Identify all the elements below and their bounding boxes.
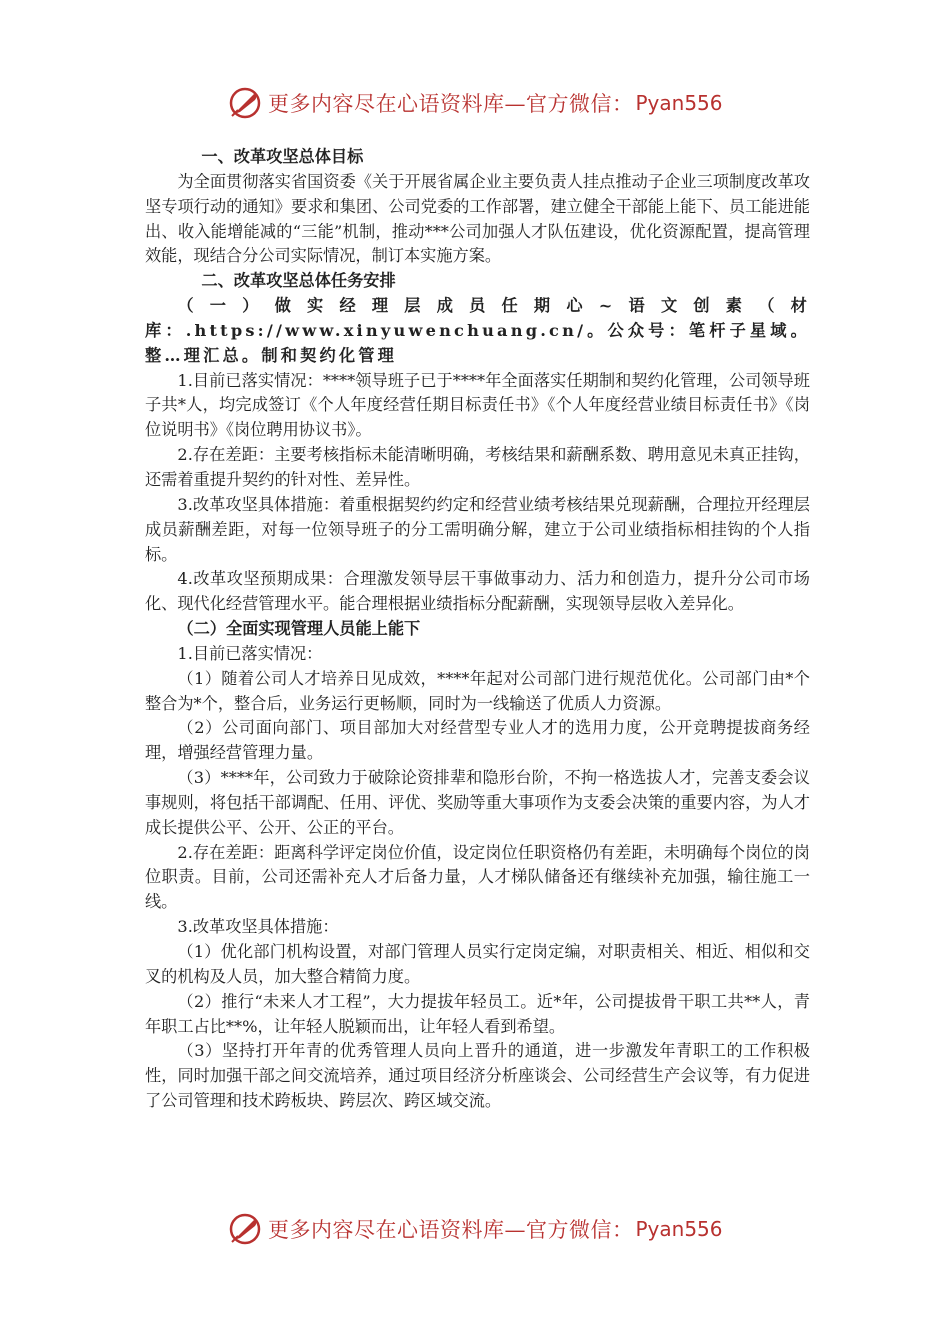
paragraph: 4.改革攻坚预期成果：合理激发领导层干事做事动力、活力和创造力，提升分公司市场化、现代化经营管理水平。能合理根据业绩指标分配薪酬，实现领导层收入差异化。 — [145, 569, 810, 614]
paragraph: （2）推行“未来人才工程”，大力提拔年轻员工。近*年，公司提拔骨干职工共**人，青年职工占比**%，让年轻人脱颖而出，让年轻人看到希望。 — [145, 991, 810, 1036]
paragraph: 3.改革攻坚具体措施：着重根据契约约定和经营业绩考核结果兑现薪酬，合理拉开经理层成员薪酬差距，对每一位领导班子的分工需明确分解，建立于公司业绩指标相挂钩的个人指标。 — [145, 494, 810, 564]
subsection-heading-2: （二）全面实现管理人员能上能下 — [177, 619, 421, 639]
paragraph: （2）公司面向部门、项目部加大对经营型专业人才的选用力度，公开竞聘提拔商务经理，增强经营管理力量。 — [145, 718, 810, 763]
header-banner — [228, 83, 748, 123]
paragraph: 为全面贯彻落实省国资委《关于开展省属企业主要负责人挂点推动子企业三项制度改革攻坚专项行动的通知》要求和集团、公司党委的工作部署，建立健全干部能上能下、员工能进能出、收入能增能减的“三能”机制，推动***公司加强人才队伍建设，优化资源配置，提高管理效能，现结合分公司实际情况，制订本实施方案。 — [145, 171, 810, 266]
quill-logo-icon — [228, 86, 262, 120]
wechat-handle: Pyan556 — [635, 91, 723, 115]
paragraph: 1.目前已落实情况： — [177, 643, 323, 663]
paragraph: （3）****年，公司致力于破除论资排辈和隐形台阶，不拘一格选拔人才，完善支委会议事规则，将包括干部调配、任用、评优、奖励等重大事项作为支委会决策的重要内容，为人才成长提供公平、公开、公正的平台。 — [145, 768, 810, 837]
paragraph: 2.存在差距：距离科学评定岗位价值，设定岗位任职资格仍有差距，未明确每个岗位的岗位职责。目前，公司还需补充人才后备力量，人才梯队储备还有继续补充加强，输往施工一线。 — [145, 842, 810, 912]
paragraph: 3.改革攻坚具体措施： — [177, 917, 339, 937]
paragraph: （1）随着公司人才培养日见成效，****年起对公司部门进行规范优化。公司部门由*个整合为*个，整合后，业务运行更畅顺，同时为一线输送了优质人力资源。 — [145, 668, 810, 713]
paragraph: 1.目前已落实情况：****领导班子已于****年全面落实任期制和契约化管理，公司领导班子共*人，均完成签订《个人年度经营任期目标责任书》《个人年度经营业绩目标责任书》《岗位说明书》《岗位聘用协议书》。 — [145, 370, 810, 440]
section-heading-2: 二、改革攻坚总体任务安排 — [201, 271, 396, 291]
paragraph: （1）优化部门机构设置，对部门管理人员实行定岗定编，对职责相关、相近、相似和交叉的机构及人员，加大整合精简力度。 — [145, 942, 810, 986]
subsection-heading-1: （一）做实经理层成员任期心~语文创素（材库：.https://www.xinyuwenchuang.cn/。公众号：笔杆子星域。整…理汇总。制和契约化管理 — [145, 296, 810, 365]
wechat-handle: Pyan556 — [635, 1217, 723, 1241]
paragraph: 2.存在差距：主要考核指标未能清晰明确，考核结果和薪酬系数、聘用意见未真正挂钩，还需着重提升契约的针对性、差异性。 — [145, 445, 810, 489]
paragraph: （3）坚持打开年青的优秀管理人员向上晋升的通道，进一步激发年青职工的工作积极性，同时加强干部之间交流培养，通过项目经济分析座谈会、公司经营生产会议等，有力促进了公司管理和技术跨板块、跨层次、跨区域交流。 — [145, 1041, 810, 1111]
quill-logo-icon — [228, 1212, 262, 1246]
banner-text: 更多内容尽在心语资料库—官方微信： — [268, 1218, 634, 1242]
section-heading-1: 一、改革攻坚总体目标 — [201, 147, 364, 166]
footer-banner — [228, 1209, 748, 1249]
document-body — [145, 145, 810, 1114]
banner-text: 更多内容尽在心语资料库—官方微信： — [268, 92, 634, 116]
